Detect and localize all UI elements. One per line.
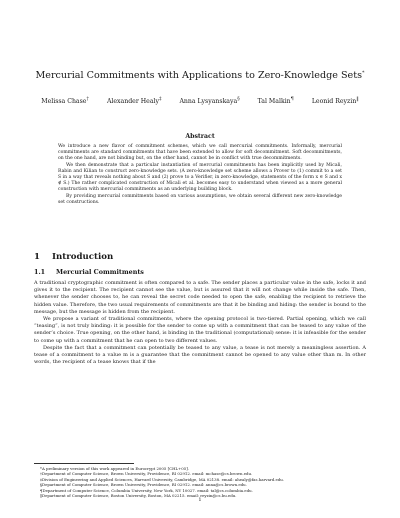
footnotes — [34, 466, 366, 498]
footnote: ‖Department of Computer Science, Boston University, Boston, MA 02215. email: reyzin@cs.bu.edu. — [40, 493, 237, 499]
paper-title — [0, 67, 400, 82]
section-heading — [34, 252, 113, 262]
author-name: Tal Malkin — [257, 98, 291, 106]
footnote: †Department of Computer Science, Brown University, Providence, RI 02912. email: mchase@cs.brown.edu. — [40, 471, 253, 477]
abstract-paragraph: We introduce a new flavor of commitment schemes, which we call mercurial commitments. Informally, mercurial commitments are standard commitments that have been extended to allow for soft decommitment. Soft decommitments, on the one hand, are not binding but, on the other hand, cannot be in conflict with true decommitments. — [58, 144, 342, 162]
author-footnote-mark: † — [86, 96, 89, 102]
body-paragraph: Despite the fact that a commitment can potentially be teased to any value, a tease is not merely a meaningless assertion. A tease of a commitment to a value m is a guarantee that the commitment cannot be opened to any value other than m. In other words, the recipient of a tease knows that if the — [34, 344, 366, 366]
abstract-heading: Abstract — [185, 133, 215, 140]
author — [258, 96, 294, 105]
subsection-heading — [34, 268, 144, 276]
abstract-paragraph: We then demonstrate that a particular instantiation of mercurial commitments has been implicitly used by Micali, Rabin and Kilian to construct zero-knowledge sets. (A zero-knowledge set scheme allows a Prover to (1) commit to a set S in a way that reveals nothing about S and (2) prove to a Verifier, in zero-knowledge, statements of the form x ∈ S and x ∉ S.) The rather complicated construction of Micali et al. becomes easy to understand when viewed as a more general construction with mercurial commitments as an underlying building block. — [58, 162, 342, 193]
author — [312, 96, 359, 105]
title-footnote-mark: * — [362, 70, 365, 76]
section-number: 1 — [34, 252, 40, 262]
footnote: ‡Division of Engineering and Applied Sciences, Harvard University, Cambridge, MA 02138. email: ahealy@fas.harvard.edu. — [40, 476, 285, 482]
author — [179, 96, 239, 105]
author — [41, 96, 89, 105]
footnote: *A preliminary version of this work appeared in Eurocrypt 2005 [CHL+05]. — [40, 466, 190, 471]
author-footnote-mark: ‡ — [158, 96, 162, 102]
body-paragraph: We propose a variant of traditional commitments, where the opening protocol is two-tiered. Partial opening, which we call “teasing”, is not truly binding: it is possible for the sender to come up with a commitment that can be teased to any value of the sender’s choice. True opening, on the other hand, is binding in the traditional (computational) sense: it is infeasible for the sender to come up with a commitment that he can open to two different values. — [34, 316, 366, 344]
page-number: 1 — [198, 497, 202, 503]
body-paragraph: A traditional cryptographic commitment is often compared to a safe. The sender places a particular value in the safe, locks it and gives it to the recipient. The recipient cannot see the value, but is assured that it will not change while inside the safe. Then, whenever the sender chooses to, he can reveal the secret code needed to open the safe, enabling the recipient to retrieve the hidden value. Therefore, the two usual requirements of commitments are that it be binding and hiding: the sender is bound to the message, but the message is hidden from the recipient. — [34, 280, 366, 315]
body-text — [34, 280, 366, 366]
author-footnote-mark: ‖ — [356, 96, 359, 102]
section-title: Introduction — [52, 252, 114, 262]
author-name: Leonid Reyzin — [311, 98, 357, 106]
author-footnote-mark: § — [237, 96, 240, 102]
author-list — [0, 96, 400, 105]
subsection-title: Mercurial Commitments — [56, 268, 144, 276]
author-name: Anna Lysyanskaya — [179, 98, 238, 106]
footnote: ¶Department of Computer Science, Columbia University, New York, NY 10027. email: tal@cs.columbia.edu. — [40, 487, 253, 493]
abstract-paragraph: By providing mercurial commitments based on various assumptions, we obtain several different new zero-knowledge set constructions. — [58, 193, 342, 205]
author — [107, 96, 162, 105]
subsection-number: 1.1 — [34, 268, 46, 276]
author-name: Melissa Chase — [41, 98, 87, 106]
author-footnote-mark: ¶ — [290, 96, 294, 102]
title-text: Mercurial Commitments with Applications to Zero-Knowledge Sets — [35, 70, 363, 82]
author-name: Alexander Healy — [106, 98, 159, 106]
footnote-rule — [34, 463, 134, 464]
footnote: §Department of Computer Science, Brown University, Providence, RI 02912. email: anna@cs.brown.edu. — [40, 482, 247, 488]
abstract-body — [58, 144, 342, 206]
